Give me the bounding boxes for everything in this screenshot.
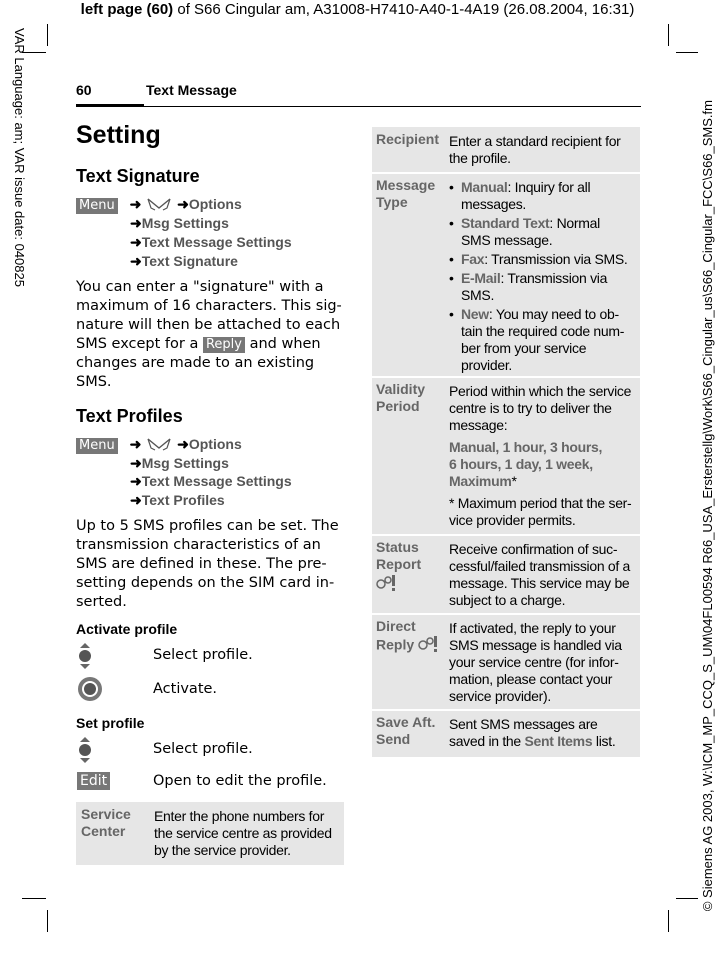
path-step: Msg Settings — [141, 455, 229, 471]
path-step: Msg Settings — [141, 215, 229, 231]
label-line: Period — [376, 398, 420, 414]
side-info-left: VAR Language: am; VAR issue date: 040825 — [12, 28, 27, 287]
menu-path — [130, 234, 292, 251]
text-line: subject to a charge. — [449, 592, 566, 608]
set-profile-heading: Set profile — [76, 715, 145, 731]
option: Maximum — [449, 473, 512, 489]
page-title: Setting — [76, 121, 161, 149]
crop-mark — [676, 898, 698, 899]
body-line: SMS. — [76, 374, 112, 390]
edit-key — [77, 772, 110, 790]
arrow-icon: ➜ — [129, 196, 142, 213]
body-line: You can enter a "signature" with a — [76, 279, 324, 295]
label-line: Message — [376, 177, 436, 193]
label-line: Validity — [376, 381, 426, 397]
path-step: Text Signature — [141, 253, 238, 269]
header-rule-thick — [76, 104, 144, 107]
body-line: serted. — [76, 594, 127, 610]
list-item — [449, 270, 637, 304]
text: SMS. — [461, 287, 495, 303]
options-line — [449, 473, 639, 490]
table-label — [376, 618, 440, 657]
crop-mark — [47, 910, 48, 932]
text-profiles-body — [76, 517, 351, 612]
menu-path — [130, 492, 225, 509]
crop-mark — [668, 24, 669, 46]
label-line: Save Aft. — [376, 714, 436, 730]
term: Manual — [461, 179, 508, 195]
options-line: Manual, 1 hour, 3 hours, — [449, 439, 603, 455]
crop-mark — [668, 910, 669, 932]
envelope-icon — [145, 196, 173, 215]
text-line: the profile. — [449, 150, 511, 166]
label-line: Type — [376, 194, 408, 210]
text: ber from your service — [461, 340, 587, 356]
arrow-icon: ➜ — [130, 253, 142, 269]
text-signature-body — [76, 278, 351, 392]
text: provider. — [461, 357, 512, 373]
body-line: nature will then be attached to each — [76, 317, 341, 333]
arrow-icon: ➜ — [130, 215, 142, 231]
term: New — [461, 306, 489, 322]
arrow-icon: ➜ — [129, 436, 142, 453]
text-line: * Maximum period that the ser- — [449, 495, 632, 511]
menu-path — [76, 196, 242, 215]
row-divider — [372, 709, 640, 711]
menu-path — [130, 473, 292, 490]
body-text: SMS except for a — [76, 336, 199, 352]
table-label — [376, 714, 435, 748]
body-line: Up to 5 SMS profiles can be set. The — [76, 518, 339, 534]
step-text: Select profile. — [153, 647, 253, 663]
menu-path — [130, 455, 229, 472]
step-text: Select profile. — [153, 741, 253, 757]
text-line: mation, please contact your — [449, 671, 613, 687]
crop-mark — [47, 24, 48, 46]
row-divider — [372, 172, 640, 174]
text-line: the service centre as provided — [154, 825, 332, 841]
text-line: vice provider permits. — [449, 512, 576, 528]
text-line: Enter the phone numbers for — [154, 808, 325, 824]
table-text — [449, 133, 637, 167]
text: : Transmission via SMS. — [484, 251, 628, 267]
table-label — [376, 539, 421, 596]
label-line: Report — [376, 556, 422, 572]
list-item — [449, 251, 637, 268]
table-label — [376, 381, 425, 415]
table-text — [449, 620, 639, 705]
text-profiles-heading: Text Profiles — [76, 406, 183, 426]
menu-key: Menu — [76, 198, 118, 214]
text: : Transmission via — [500, 270, 608, 286]
text: saved in the — [449, 733, 521, 749]
table-text — [449, 541, 639, 609]
left-page-label: left page (60) — [80, 1, 174, 18]
arrow-icon: ➜ — [130, 492, 142, 508]
term: Fax — [461, 251, 485, 267]
label-line: Center — [81, 823, 126, 839]
body-line — [76, 335, 351, 354]
table-text — [449, 179, 637, 376]
label-line: Direct — [376, 618, 416, 634]
text-line: Sent SMS messages are — [449, 716, 598, 732]
footnote-marker: * — [511, 473, 517, 489]
path-step: Options — [188, 196, 242, 213]
text: SMS message. — [461, 232, 553, 248]
text-line: Receive confirmation of suc- — [449, 541, 618, 557]
arrow-icon: ➜ — [177, 436, 189, 453]
side-info-right-text: © Siemens AG 2003, W:\ICM_MP_CCQ_S_UM\04FL00594 R66_USA_Ersterstellg\Work\S66_Cingular_us\S66_Cingular_FCC\S66_SMS.fm — [700, 100, 715, 912]
text-line: your service centre (for infor- — [449, 654, 619, 670]
row-divider — [372, 613, 640, 615]
label-line: Status — [376, 539, 419, 555]
envelope-icon — [145, 436, 173, 455]
menu-path — [130, 215, 229, 232]
body-line: transmission characteristics of an — [76, 537, 321, 553]
activate-profile-heading: Activate profile — [76, 621, 178, 637]
label-text: Reply — [376, 636, 415, 653]
label-line: Service — [81, 806, 131, 822]
text-line: Enter a standard recipient for — [449, 133, 621, 149]
table-text — [154, 808, 342, 859]
body-text: and when — [249, 336, 321, 352]
options-line: 6 hours, 1 day, 1 week, — [449, 456, 593, 472]
step-text: Activate. — [153, 681, 218, 697]
text-line: SMS message is handled via — [449, 637, 622, 653]
list-item — [449, 215, 637, 249]
document-header — [0, 1, 715, 18]
path-step: Text Message Settings — [141, 473, 292, 489]
body-line: setting depends on the SIM card in- — [76, 575, 335, 591]
path-step: Text Profiles — [141, 492, 225, 508]
arrow-icon: ➜ — [130, 455, 142, 471]
text-line: service provider). — [449, 688, 551, 704]
text: messages. — [461, 196, 526, 212]
table-label: Recipient — [376, 131, 440, 147]
text-line: cessful/failed transmission of a — [449, 558, 631, 574]
arrow-icon: ➜ — [130, 234, 142, 250]
text-line: Period within which the service — [449, 383, 632, 399]
text: : Normal — [549, 215, 600, 231]
term: Sent Items — [524, 733, 593, 749]
page-number: 60 — [76, 82, 92, 98]
document-info: of S66 Cingular am, A31008-H7410-A40-1-4A19 (26.08.2004, 16:31) — [177, 1, 635, 18]
text-line: message: — [449, 417, 508, 433]
menu-key: Menu — [76, 438, 118, 454]
path-step: Text Message Settings — [141, 234, 292, 250]
table-label — [376, 177, 435, 211]
text-line — [449, 733, 639, 750]
body-line: changes are made to an existing — [76, 355, 315, 371]
arrow-icon: ➜ — [177, 196, 189, 213]
text: tain the required code num- — [461, 323, 625, 339]
arrow-icon: ➜ — [130, 473, 142, 489]
reply-key: Reply — [203, 337, 245, 353]
path-step: Options — [188, 436, 242, 453]
menu-path — [76, 436, 242, 455]
term: Standard Text — [461, 215, 550, 231]
text: list. — [595, 733, 616, 749]
text-line: centre is to try to deliver the — [449, 400, 612, 416]
text-line: by the service provider. — [154, 842, 291, 858]
table-text — [449, 383, 639, 529]
crop-mark — [676, 52, 698, 53]
menu-path — [130, 253, 238, 270]
list-item — [449, 179, 637, 213]
text-line: message. This service may be — [449, 575, 630, 591]
row-divider — [372, 534, 640, 536]
edit-key-label: Edit — [77, 772, 110, 790]
center-key-icon — [77, 676, 103, 707]
navigation-key-icon — [77, 736, 93, 769]
crop-mark — [22, 898, 46, 899]
header-rule — [144, 106, 641, 107]
table-text — [449, 716, 639, 750]
navigation-key-icon — [77, 642, 93, 675]
text: : Inquiry for all — [507, 179, 591, 195]
operator-service-icon — [418, 635, 440, 657]
table-label — [81, 806, 131, 840]
text-line: If activated, the reply to your — [449, 620, 616, 636]
side-info-right — [700, 100, 715, 960]
section-title: Text Message — [146, 82, 237, 98]
row-divider — [372, 376, 640, 378]
body-line: maximum of 16 characters. This sig- — [76, 298, 342, 314]
text-signature-heading: Text Signature — [76, 166, 200, 186]
label-line: Send — [376, 731, 411, 747]
operator-service-icon — [376, 574, 421, 596]
text: : You may need to ob- — [488, 306, 619, 322]
label-line — [376, 635, 440, 657]
list-item — [449, 306, 637, 374]
body-line: SMS are defined in these. The pre- — [76, 556, 327, 572]
step-text: Open to edit the profile. — [153, 773, 327, 789]
term: E-Mail — [461, 270, 501, 286]
